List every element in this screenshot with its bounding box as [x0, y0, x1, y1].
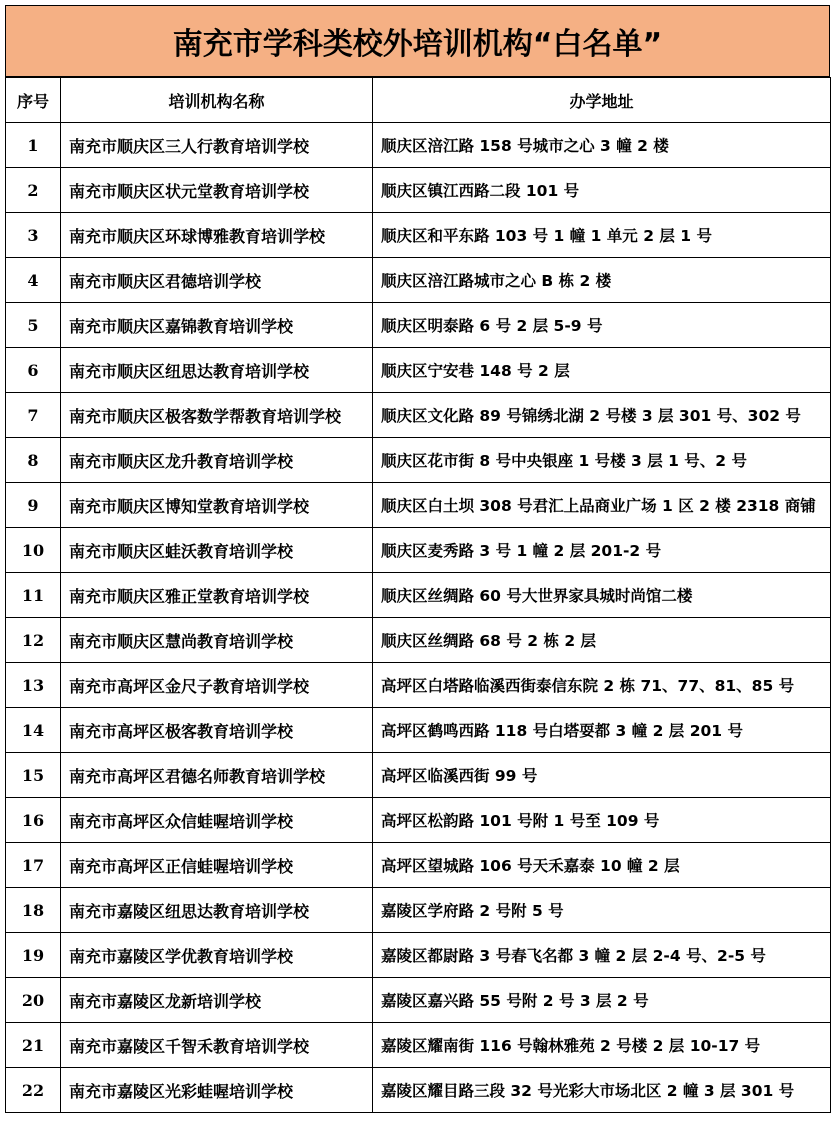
header-row	[6, 78, 831, 123]
row-number: 14	[6, 708, 61, 753]
table-row	[6, 798, 831, 843]
institution-address: 顺庆区白土坝 308 号君汇上品商业广场 1 区 2 楼 2318 商铺	[373, 483, 831, 528]
institution-address: 嘉陵区耀南街 116 号翰林雅苑 2 号楼 2 层 10-17 号	[373, 1023, 831, 1068]
institution-name: 南充市顺庆区博知堂教育培训学校	[61, 483, 373, 528]
row-number: 18	[6, 888, 61, 933]
institution-address: 高坪区望城路 106 号天禾嘉泰 10 幢 2 层	[373, 843, 831, 888]
table-row	[6, 753, 831, 798]
row-number: 22	[6, 1068, 61, 1113]
institution-name: 南充市高坪区众信蛙喔培训学校	[61, 798, 373, 843]
institution-address: 嘉陵区都尉路 3 号春飞名都 3 幢 2 层 2-4 号、2-5 号	[373, 933, 831, 978]
institution-address: 顺庆区花市街 8 号中央银座 1 号楼 3 层 1 号、2 号	[373, 438, 831, 483]
table-row	[6, 483, 831, 528]
institution-name: 南充市高坪区正信蛙喔培训学校	[61, 843, 373, 888]
institution-address: 高坪区临溪西街 99 号	[373, 753, 831, 798]
table-row	[6, 618, 831, 663]
row-number: 17	[6, 843, 61, 888]
institution-address: 顺庆区镇江西路二段 101 号	[373, 168, 831, 213]
row-number: 1	[6, 123, 61, 168]
row-number: 12	[6, 618, 61, 663]
institution-address: 顺庆区涪江路 158 号城市之心 3 幢 2 楼	[373, 123, 831, 168]
institution-name: 南充市嘉陵区纽思达教育培训学校	[61, 888, 373, 933]
header-address: 办学地址	[373, 78, 831, 123]
institution-table	[5, 77, 831, 1113]
header-name: 培训机构名称	[61, 78, 373, 123]
institution-name: 南充市顺庆区极客数学帮教育培训学校	[61, 393, 373, 438]
row-number: 13	[6, 663, 61, 708]
institution-name: 南充市嘉陵区光彩蛙喔培训学校	[61, 1068, 373, 1113]
institution-name: 南充市顺庆区君德培训学校	[61, 258, 373, 303]
row-number: 6	[6, 348, 61, 393]
institution-address: 顺庆区和平东路 103 号 1 幢 1 单元 2 层 1 号	[373, 213, 831, 258]
institution-address: 嘉陵区耀目路三段 32 号光彩大市场北区 2 幢 3 层 301 号	[373, 1068, 831, 1113]
row-number: 16	[6, 798, 61, 843]
institution-address: 顺庆区宁安巷 148 号 2 层	[373, 348, 831, 393]
institution-name: 南充市顺庆区纽思达教育培训学校	[61, 348, 373, 393]
institution-name: 南充市嘉陵区龙新培训学校	[61, 978, 373, 1023]
table-row	[6, 258, 831, 303]
table-row	[6, 663, 831, 708]
table-row	[6, 573, 831, 618]
table-row	[6, 303, 831, 348]
institution-address: 高坪区白塔路临溪西街泰信东院 2 栋 71、77、81、85 号	[373, 663, 831, 708]
table-row	[6, 888, 831, 933]
institution-address: 顺庆区涪江路城市之心 B 栋 2 楼	[373, 258, 831, 303]
institution-name: 南充市顺庆区三人行教育培训学校	[61, 123, 373, 168]
table-row	[6, 708, 831, 753]
table-row	[6, 978, 831, 1023]
row-number: 19	[6, 933, 61, 978]
institution-name: 南充市顺庆区嘉锦教育培训学校	[61, 303, 373, 348]
row-number: 20	[6, 978, 61, 1023]
institution-name: 南充市顺庆区状元堂教育培训学校	[61, 168, 373, 213]
institution-address: 顺庆区麦秀路 3 号 1 幢 2 层 201-2 号	[373, 528, 831, 573]
institution-name: 南充市高坪区极客教育培训学校	[61, 708, 373, 753]
institution-address: 顺庆区丝绸路 60 号大世界家具城时尚馆二楼	[373, 573, 831, 618]
table-row	[6, 1023, 831, 1068]
institution-address: 顺庆区文化路 89 号锦绣北湖 2 号楼 3 层 301 号、302 号	[373, 393, 831, 438]
institution-address: 嘉陵区学府路 2 号附 5 号	[373, 888, 831, 933]
institution-name: 南充市高坪区金尺子教育培训学校	[61, 663, 373, 708]
table-row	[6, 123, 831, 168]
whitelist-sheet	[5, 5, 830, 1113]
row-number: 8	[6, 438, 61, 483]
row-number: 4	[6, 258, 61, 303]
table-row	[6, 213, 831, 258]
row-number: 9	[6, 483, 61, 528]
header-no: 序号	[6, 78, 61, 123]
table-row	[6, 1068, 831, 1113]
institution-address: 顺庆区明泰路 6 号 2 层 5-9 号	[373, 303, 831, 348]
table-row	[6, 168, 831, 213]
institution-name: 南充市顺庆区雅正堂教育培训学校	[61, 573, 373, 618]
row-number: 3	[6, 213, 61, 258]
row-number: 11	[6, 573, 61, 618]
table-row	[6, 528, 831, 573]
institution-name: 南充市顺庆区慧尚教育培训学校	[61, 618, 373, 663]
institution-address: 嘉陵区嘉兴路 55 号附 2 号 3 层 2 号	[373, 978, 831, 1023]
institution-name: 南充市嘉陵区千智禾教育培训学校	[61, 1023, 373, 1068]
table-row	[6, 348, 831, 393]
row-number: 7	[6, 393, 61, 438]
row-number: 10	[6, 528, 61, 573]
row-number: 5	[6, 303, 61, 348]
institution-name: 南充市嘉陵区学优教育培训学校	[61, 933, 373, 978]
institution-name: 南充市顺庆区龙升教育培训学校	[61, 438, 373, 483]
sheet-title: 南充市学科类校外培训机构“白名单”	[5, 5, 830, 77]
row-number: 21	[6, 1023, 61, 1068]
institution-address: 顺庆区丝绸路 68 号 2 栋 2 层	[373, 618, 831, 663]
institution-address: 高坪区松韵路 101 号附 1 号至 109 号	[373, 798, 831, 843]
row-number: 15	[6, 753, 61, 798]
row-number: 2	[6, 168, 61, 213]
institution-name: 南充市高坪区君德名师教育培训学校	[61, 753, 373, 798]
institution-name: 南充市顺庆区蛙沃教育培训学校	[61, 528, 373, 573]
table-body	[6, 123, 831, 1113]
table-row	[6, 438, 831, 483]
institution-name: 南充市顺庆区环球博雅教育培训学校	[61, 213, 373, 258]
institution-address: 高坪区鹤鸣西路 118 号白塔耍都 3 幢 2 层 201 号	[373, 708, 831, 753]
table-row	[6, 393, 831, 438]
table-row	[6, 843, 831, 888]
table-row	[6, 933, 831, 978]
